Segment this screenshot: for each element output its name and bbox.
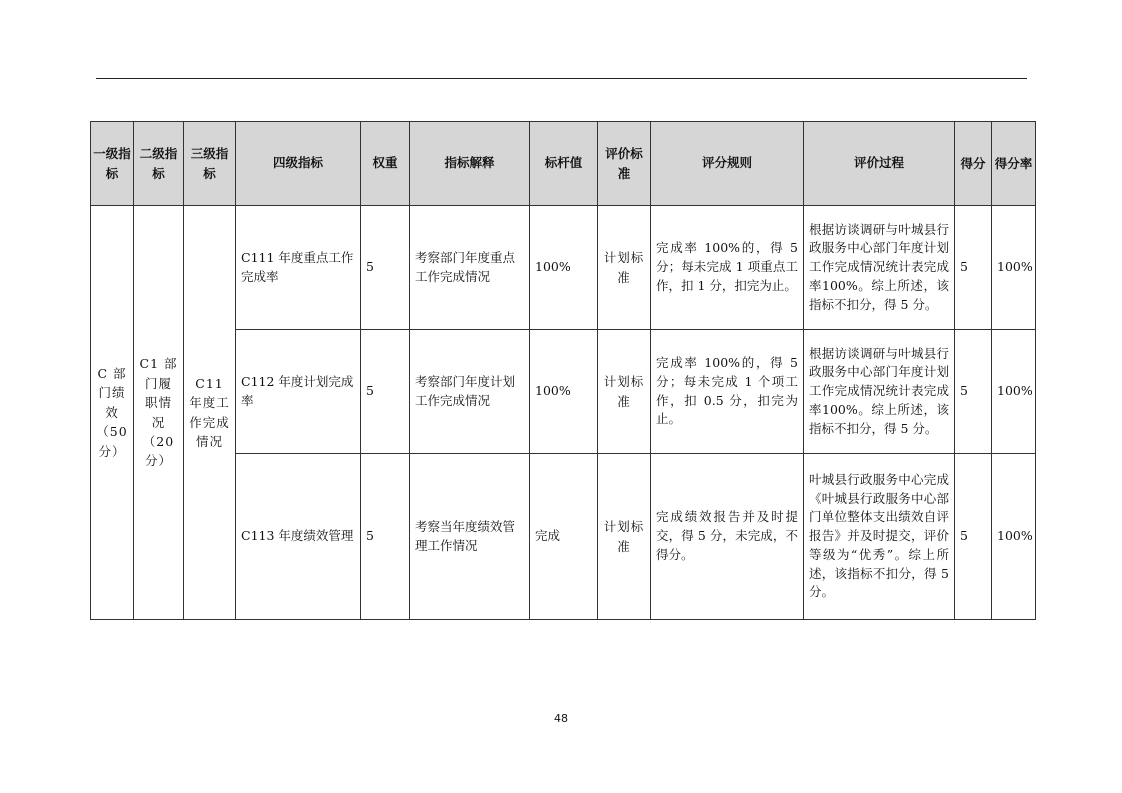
indicator-cell: C111 年度重点工作完成率 <box>236 206 361 330</box>
header-level3: 三级指标 <box>184 122 236 206</box>
header-rate: 得分率 <box>992 122 1036 206</box>
indicator-cell: C113 年度绩效管理 <box>236 454 361 620</box>
rate-cell: 100% <box>992 206 1036 330</box>
explanation-cell: 考察当年度绩效管理工作情况 <box>410 454 530 620</box>
explanation-cell: 考察部门年度计划工作完成情况 <box>410 330 530 454</box>
header-process: 评价过程 <box>804 122 955 206</box>
score-cell: 5 <box>955 206 992 330</box>
header-rule: 评分规则 <box>651 122 804 206</box>
header-level4: 四级指标 <box>236 122 361 206</box>
header-level1: 一级指标 <box>91 122 134 206</box>
evaluation-table <box>90 121 1036 620</box>
header-explanation: 指标解释 <box>410 122 530 206</box>
level2-cell: C1 部门履职情况（20 分） <box>134 206 184 620</box>
table-header-row <box>91 122 1036 206</box>
process-cell: 根据访谈调研与叶城县行政服务中心部门年度计划工作完成情况统计表完成率100%。综上所述，该指标不扣分，得 5 分。 <box>804 206 955 330</box>
rate-cell: 100% <box>992 330 1036 454</box>
standard-cell: 计划标准 <box>598 206 651 330</box>
benchmark-cell: 100% <box>530 330 598 454</box>
header-weight: 权重 <box>361 122 410 206</box>
score-cell: 5 <box>955 330 992 454</box>
process-cell: 根据访谈调研与叶城县行政服务中心部门年度计划工作完成情况统计表完成率100%。综上所述，该指标不扣分，得 5 分。 <box>804 330 955 454</box>
standard-cell: 计划标准 <box>598 330 651 454</box>
indicator-cell: C112 年度计划完成率 <box>236 330 361 454</box>
process-cell: 叶城县行政服务中心完成《叶城县行政服务中心部门单位整体支出绩效自评报告》并及时提交，评价等级为“优秀”。综上所述，该指标不扣分，得 5 分。 <box>804 454 955 620</box>
header-standard: 评价标准 <box>598 122 651 206</box>
weight-cell: 5 <box>361 454 410 620</box>
header-level2: 二级指标 <box>134 122 184 206</box>
rule-cell: 完成绩效报告并及时提交，得 5 分，未完成，不得分。 <box>651 454 804 620</box>
rate-cell: 100% <box>992 454 1036 620</box>
table-row <box>91 206 1036 330</box>
score-cell: 5 <box>955 454 992 620</box>
weight-cell: 5 <box>361 330 410 454</box>
header-benchmark: 标杆值 <box>530 122 598 206</box>
weight-cell: 5 <box>361 206 410 330</box>
explanation-cell: 考察部门年度重点工作完成情况 <box>410 206 530 330</box>
rule-cell: 完成率 100%的，得 5 分；每未完成 1 项重点工作，扣 1 分，扣完为止。 <box>651 206 804 330</box>
rule-cell: 完成率 100%的，得 5 分；每未完成 1 个项工作，扣 0.5 分，扣完为止。 <box>651 330 804 454</box>
standard-cell: 计划标准 <box>598 454 651 620</box>
page-number: 48 <box>554 712 568 725</box>
level1-cell: C 部门绩效（50 分） <box>91 206 134 620</box>
header-rule <box>96 78 1027 79</box>
header-score: 得分 <box>955 122 992 206</box>
benchmark-cell: 完成 <box>530 454 598 620</box>
benchmark-cell: 100% <box>530 206 598 330</box>
level3-cell: C11 年度工作完成情况 <box>184 206 236 620</box>
